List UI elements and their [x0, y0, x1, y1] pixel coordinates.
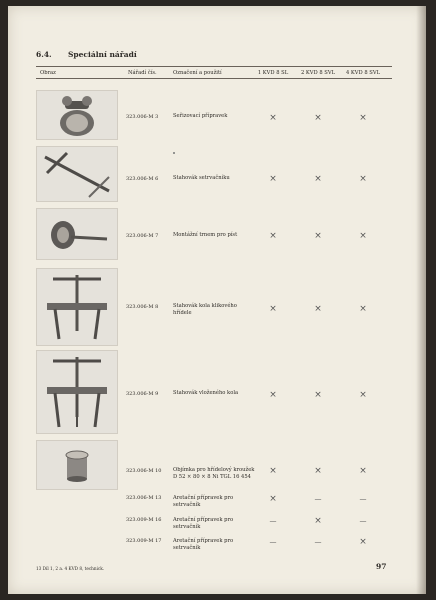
mark-engine-2: × [314, 516, 322, 526]
tool-description: Seřizovací přípravek [173, 113, 228, 119]
header-tool-number: Nářadí čís. [128, 70, 157, 76]
mark-engine-1: × [269, 231, 277, 241]
page-number: 97 [376, 562, 387, 571]
mark-engine-2: × [314, 113, 322, 123]
tool-image-two-jaw-puller [36, 268, 118, 346]
tool-description: Aretační přípravek pro setrvačník [173, 517, 234, 530]
document-page [8, 6, 426, 594]
tool-image-t-handle-puller [36, 146, 118, 202]
mark-engine-2: × [314, 304, 322, 314]
tool-image-sleeve [36, 440, 118, 490]
tool-description: Aretační přípravek pro setrvačník [173, 538, 234, 551]
mark-engine-1: × [269, 390, 277, 400]
tool-code: 323.006-M 10 [126, 468, 162, 474]
mark-engine-2: — [314, 538, 322, 546]
tool-description: Aretační přípravek pro setrvačník [173, 495, 234, 508]
footer-note: 13 Díl 1, 2 a. 4 KVD 8, technick. [36, 566, 105, 571]
mark-engine-2: × [314, 466, 322, 476]
mark-engine-3: — [359, 517, 367, 525]
header-image: Obraz [40, 70, 56, 76]
tool-description: Stahovák kola klikového hřídele [173, 303, 237, 316]
mark-engine-3: × [359, 537, 367, 547]
mark-engine-2: × [314, 174, 322, 184]
mark-engine-3: × [359, 231, 367, 241]
print-speck [173, 152, 175, 154]
mark-engine-1: × [269, 494, 277, 504]
mark-engine-3: — [359, 495, 367, 503]
tool-code: 323.006-M 8 [126, 304, 159, 310]
tool-code: 323.006-M 3 [126, 114, 159, 120]
tool-code: 323.009-M 17 [126, 538, 162, 544]
table-header-rule [36, 78, 392, 79]
section-name: Speciální nářadí [68, 50, 137, 59]
tool-description: Montážní trnem pro píst [173, 232, 238, 238]
mark-engine-3: × [359, 390, 367, 400]
header-engine-3: 4 KVD 8 SVL [345, 70, 381, 76]
tool-code: 323.009-M 16 [126, 517, 162, 523]
mark-engine-3: × [359, 113, 367, 123]
mark-engine-3: × [359, 466, 367, 476]
table-top-rule [36, 66, 392, 67]
tool-description: Stahovák setrvačníku [173, 175, 230, 181]
mark-engine-3: × [359, 174, 367, 184]
tool-code: 323.006-M 13 [126, 495, 162, 501]
mark-engine-1: × [269, 304, 277, 314]
header-engine-1: 1 KVD 8 SL [257, 70, 289, 76]
tool-image-piston-mandrel [36, 208, 118, 260]
mark-engine-1: — [269, 517, 277, 525]
header-description: Označení a použití [173, 70, 222, 76]
mark-engine-1: × [269, 174, 277, 184]
tool-description: Stahovák vloženého kola [173, 390, 239, 396]
mark-engine-1: × [269, 113, 277, 123]
tool-code: 323.006-M 7 [126, 233, 159, 239]
header-engine-2: 2 KVD 8 SVL [300, 70, 336, 76]
section-number: 6.4. [36, 50, 52, 59]
mark-engine-1: — [269, 538, 277, 546]
page-gutter-shadow [416, 6, 426, 594]
tool-description: Objímka pro hřídelový kroužek D 52 × 80 × 8 Ni TGL 16 454 [173, 467, 255, 480]
tool-code: 323.006-M 9 [126, 391, 159, 397]
section-title [36, 50, 137, 59]
tool-code: 323.006-M 6 [126, 176, 159, 182]
mark-engine-1: × [269, 466, 277, 476]
mark-engine-2: × [314, 231, 322, 241]
mark-engine-3: × [359, 304, 367, 314]
mark-engine-2: — [314, 495, 322, 503]
tool-image-setting-gauge [36, 90, 118, 140]
mark-engine-2: × [314, 390, 322, 400]
tool-image-three-jaw-puller [36, 350, 118, 434]
